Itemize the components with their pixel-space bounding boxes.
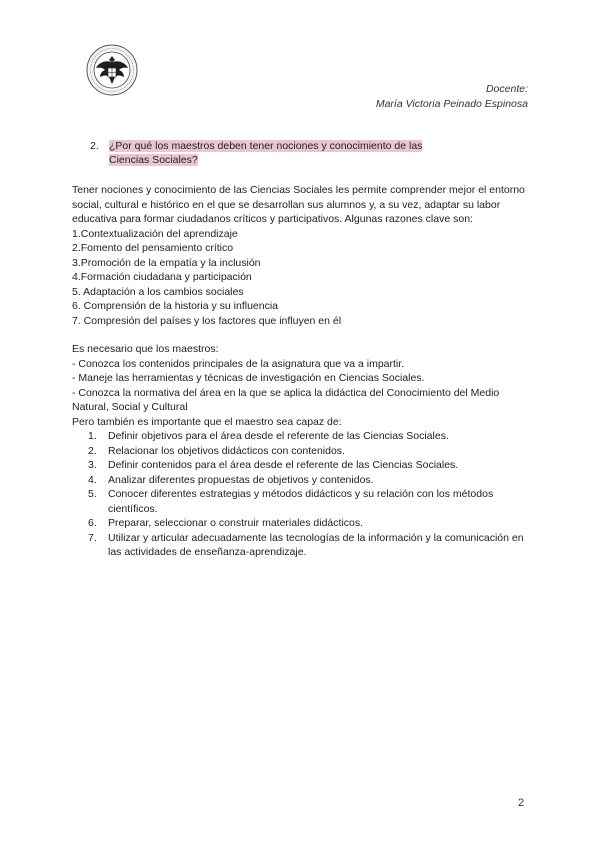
question-text: ¿Por qué los maestros deben tener nociones y conocimiento de las Ciencias Sociales?: [109, 140, 423, 166]
capability-item: [72, 458, 528, 473]
answer-body: [72, 183, 528, 560]
capability-text: Relacionar los objetivos didácticos con contenidos.: [108, 444, 345, 457]
reason-item: 1.Contextualización del aprendizaje: [72, 227, 238, 240]
requirement-item: - Conozca la normativa del área en la que se aplica la didáctica del Conocimiento del Medio Natural, Social y Cultural: [72, 386, 500, 413]
reason-item: 7. Compresión del países y los factores que influyen en él: [72, 314, 342, 327]
reason-item: 4.Formación ciudadana y participación: [72, 271, 252, 283]
capability-item: [72, 516, 528, 531]
reason-item: 3.Promoción de la empatía y la inclusión: [72, 256, 261, 269]
capability-item: [72, 487, 528, 516]
requirement-item: - Maneje las herramientas y técnicas de investigación en Ciencias Sociales.: [72, 372, 425, 384]
capability-text: Preparar, seleccionar o construir materiales didácticos.: [108, 517, 364, 529]
requirements-intro: Es necesario que los maestros:: [72, 343, 219, 355]
reason-item: 6. Comprensión de la historia y su influencia: [72, 300, 279, 312]
question-text-wrapper: [109, 139, 460, 167]
capability-item: [72, 531, 528, 560]
university-seal-icon: [86, 44, 138, 96]
reason-item: 5. Adaptación a los cambios sociales: [72, 285, 244, 298]
teacher-name: María Victoria Peinado Espinosa: [375, 98, 528, 110]
capability-item: [72, 473, 528, 488]
intro-paragraph: Tener nociones y conocimiento de las Ciencias Sociales les permite comprender mejor el entorno social, cultural e histórico en el que se desarrollan sus alumnos y, a su vez, adaptar su labor educativa para formar ciudadanos críticos y participativos. Algunas razones clave son:: [72, 184, 525, 225]
teacher-role-label: Docente:: [485, 83, 528, 95]
capability-text: Conocer diferentes estrategias y métodos didácticos y su relación con los métodos científicos.: [108, 488, 494, 515]
capability-item: [72, 429, 528, 444]
capabilities-intro: Pero también es importante que el maestro sea capaz de:: [72, 415, 342, 428]
question-heading: [90, 139, 460, 167]
capability-number: 7.: [88, 531, 97, 544]
capability-number: 4.: [88, 473, 97, 486]
capability-number: 1.: [88, 430, 97, 442]
requirement-item: - Conozca los contenidos principales de la asignatura que va a impartir.: [72, 357, 405, 370]
page-number: 2: [518, 797, 525, 809]
spacer: [72, 328, 528, 342]
capability-text: Definir objetivos para el área desde el referente de las Ciencias Sociales.: [108, 430, 449, 442]
capability-text: Utilizar y articular adecuadamente las tecnologías de la información y la comunicación en las actividades de enseñanza-aprendizaje.: [108, 531, 524, 558]
capability-number: 5.: [88, 488, 97, 500]
capabilities-list: [72, 429, 528, 560]
question-number: 2.: [90, 140, 99, 152]
capability-text: Analizar diferentes propuestas de objetivos y contenidos.: [108, 473, 374, 486]
capability-item: [72, 444, 528, 459]
capability-text: Definir contenidos para el área desde el referente de las Ciencias Sociales.: [108, 459, 459, 471]
capability-number: 2.: [88, 444, 97, 457]
capability-number: 6.: [88, 517, 97, 529]
header-teacher-info: [376, 82, 528, 112]
capability-number: 3.: [88, 459, 97, 471]
reason-item: 2.Fomento del pensamiento crítico: [72, 242, 234, 254]
